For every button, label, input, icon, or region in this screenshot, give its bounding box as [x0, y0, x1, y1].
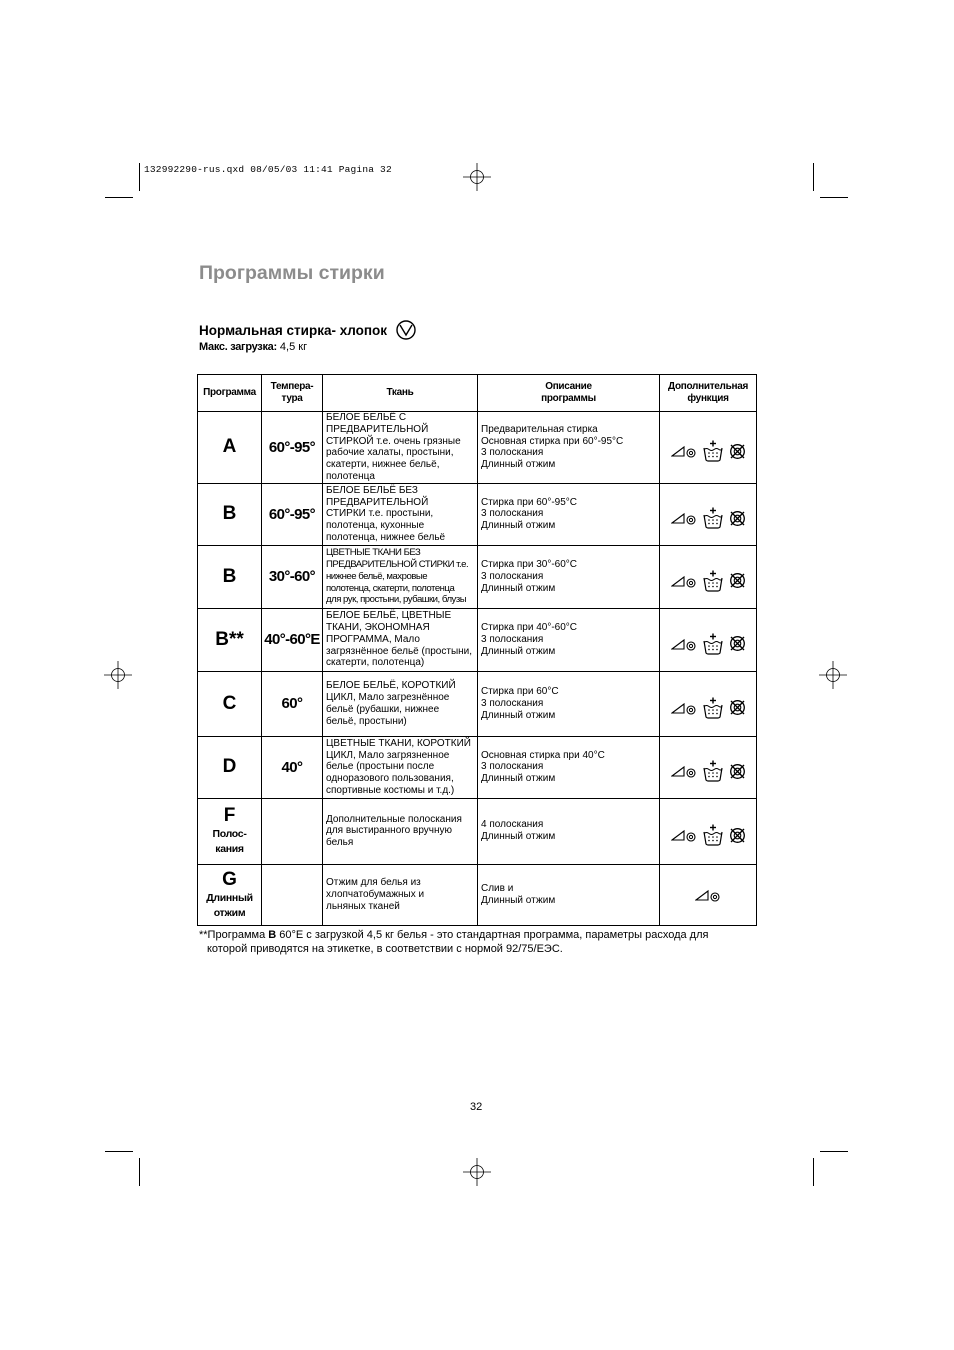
page-title: Программы стирки [199, 262, 385, 284]
cell-temperature: 40°-60°E [262, 608, 323, 671]
program-letter: B [222, 503, 237, 525]
cell-fabric [323, 736, 478, 798]
cell-program [198, 864, 262, 925]
function-icons [660, 752, 756, 782]
crop-mark [820, 1151, 848, 1152]
spin-speed-icon [671, 828, 697, 842]
description-line: 3 полоскания [481, 570, 544, 582]
fabric-line: полотенца, скатерти, полотенца [326, 582, 455, 594]
fabric-line: ЦВЕТНЫЕ ТКАНИ, КОРОТКИЙ [326, 737, 471, 749]
fabric-line: ЦИКЛ, Мало загрязненное [326, 749, 450, 761]
table-header-row [198, 375, 757, 412]
program-letter: C [222, 692, 237, 714]
description-line: 3 полоскания [481, 697, 544, 709]
cell-fabric [323, 545, 478, 608]
description-line: Длинный отжим [481, 894, 556, 906]
cell-fabric [323, 864, 478, 925]
description-line: Длинный отжим [481, 773, 556, 785]
table-row [198, 608, 757, 671]
cell-description [478, 798, 660, 864]
cell-program [198, 483, 262, 545]
cell-temperature: 60° [262, 671, 323, 736]
fabric-line: СТИРКИ т.е. простыни, [326, 508, 434, 520]
cell-temperature: 60°-95° [262, 412, 323, 484]
program-table [197, 374, 757, 926]
fabric-line: ПРЕДВАРИТЕЛЬНОЙ СТИРКИ т.е. [326, 559, 469, 571]
function-icons [660, 562, 756, 592]
cell-description [478, 736, 660, 798]
cell-program [198, 545, 262, 608]
cell-temperature [262, 864, 323, 925]
fabric-line: хлопчатобумажных и [326, 888, 425, 900]
fabric-line: полотенца [326, 470, 375, 482]
program-letter: A [222, 436, 237, 458]
cell-description [478, 864, 660, 925]
cell-temperature: 30°-60° [262, 545, 323, 608]
fabric-line: для выстиранного вручную [326, 825, 453, 837]
fabric-line: нижнее бельё, махровые [326, 570, 428, 582]
extra-rinse-icon [703, 633, 723, 655]
cell-description [478, 483, 660, 545]
cell-description [478, 545, 660, 608]
fabric-line: бельё (рубашки, нижнее [326, 703, 440, 715]
description-line: 3 полоскания [481, 447, 544, 459]
cell-function [660, 798, 757, 864]
registration-mark-icon [819, 661, 847, 689]
table-row [198, 483, 757, 545]
cell-program [198, 412, 262, 484]
function-icons [660, 888, 756, 902]
program-letter: D [222, 756, 237, 778]
program-letter: B** [215, 628, 244, 650]
description-line: Длинный отжим [481, 709, 556, 721]
cell-fabric [323, 798, 478, 864]
table-row [198, 798, 757, 864]
function-icons [660, 432, 756, 462]
fabric-line: скатерти, полотенца) [326, 657, 425, 669]
header-program: Программа [198, 375, 262, 412]
cell-description [478, 412, 660, 484]
cell-fabric [323, 483, 478, 545]
cell-description [478, 671, 660, 736]
fabric-line: БЕЛОЕ БЕЛЬЁ, КОРОТКИЙ [326, 680, 456, 692]
cell-fabric [323, 608, 478, 671]
function-icons [660, 499, 756, 529]
footnote: **Программа B 60°E с загрузкой 4,5 кг белья - это стандартная программа, параметры расхода для которой приводятся на этикетке, в соответствии с нормой 92/75/ЕЭС. [199, 929, 709, 955]
program-letter: F [223, 805, 236, 827]
description-line: Стирка при 30°-60°C [481, 559, 578, 571]
description-line: Длинный отжим [481, 520, 556, 532]
fabric-line: бельё, простыни) [326, 715, 407, 727]
program-subtitle: Длинный [206, 891, 253, 904]
cell-function [660, 671, 757, 736]
program-subtitle: Полос- [212, 828, 247, 841]
header-fabric: Ткань [323, 375, 478, 412]
header-description: Описание программы [478, 375, 660, 412]
table-row [198, 412, 757, 484]
table-row [198, 545, 757, 608]
cell-function [660, 608, 757, 671]
description-line: Слив и [481, 882, 514, 894]
no-spin-icon [729, 572, 746, 589]
crop-mark [820, 197, 848, 198]
fabric-line: ПРОГРАММА, Мало [326, 633, 420, 645]
header-function: Дополнительная функция [660, 375, 757, 412]
spin-speed-icon [671, 764, 697, 778]
program-letter: B [222, 565, 237, 587]
description-line: Стирка при 60°C [481, 686, 559, 698]
description-line: 3 полоскания [481, 761, 544, 773]
description-line: 3 полоскания [481, 633, 544, 645]
cell-temperature [262, 798, 323, 864]
print-slug: 132992290-rus.qxd 08/05/03 11:41 Pagina 32 [144, 164, 392, 175]
description-line: Длинный отжим [481, 831, 556, 843]
registration-mark-icon [104, 661, 132, 689]
no-spin-icon [729, 443, 746, 460]
spin-speed-icon [671, 701, 697, 715]
registration-mark-icon [463, 1158, 491, 1186]
fabric-line: для рук, простыни, рубашки, блузы [326, 594, 467, 606]
cell-function [660, 412, 757, 484]
table-row [198, 671, 757, 736]
spin-speed-icon [671, 511, 697, 525]
fabric-line: полотенца, нижнее бельё [326, 531, 446, 543]
cell-program [198, 671, 262, 736]
section-title [199, 320, 417, 340]
program-letter: G [222, 868, 237, 890]
cell-function [660, 864, 757, 925]
extra-rinse-icon [703, 760, 723, 782]
fabric-line: ПРЕДВАРИТЕЛЬНОЙ [326, 496, 429, 508]
spin-speed-icon [671, 637, 697, 651]
description-line: 3 полоскания [481, 508, 544, 520]
header-temperature: Темпера- тура [262, 375, 323, 412]
section-title-text: Нормальная стирка- хлопок [199, 322, 388, 338]
extra-rinse-icon [703, 824, 723, 846]
description-line: Длинный отжим [481, 645, 556, 657]
cell-fabric [323, 671, 478, 736]
fabric-line: полотенца, кухонные [326, 520, 425, 532]
extra-rinse-icon [703, 570, 723, 592]
cell-program [198, 608, 262, 671]
fabric-line: белье (простыни после [326, 761, 435, 773]
fabric-line: Отжим для белья из [326, 877, 421, 889]
no-spin-icon [729, 510, 746, 527]
no-spin-icon [729, 763, 746, 780]
crop-mark [139, 1158, 140, 1186]
table-row [198, 736, 757, 798]
fabric-line: СТИРКОЙ т.е. очень грязные [326, 435, 461, 447]
no-spin-icon [729, 827, 746, 844]
program-subtitle: кания [215, 843, 244, 856]
fabric-line: белья [326, 837, 354, 849]
cell-function [660, 545, 757, 608]
max-load-label: Макс. загрузка: [199, 341, 277, 353]
spin-speed-icon [671, 574, 697, 588]
fabric-line: спортивные костюмы и т.д.) [326, 784, 455, 796]
max-load [199, 341, 307, 353]
cell-function [660, 736, 757, 798]
crop-mark [105, 197, 133, 198]
page-number: 32 [470, 1101, 483, 1113]
fabric-line: БЕЛОЕ БЕЛЬЁ, ЦВЕТНЫЕ [326, 610, 452, 622]
fabric-line: рабочие халаты, простыни, [326, 447, 454, 459]
program-subtitle: отжим [213, 906, 246, 919]
fabric-line: льняных тканей [326, 900, 400, 912]
spin-speed-icon [671, 444, 697, 458]
table-row [198, 864, 757, 925]
max-load-value: 4,5 кг [279, 341, 308, 353]
fabric-line: ЦВЕТНЫЕ ТКАНИ БЕЗ [326, 547, 421, 559]
no-spin-icon [729, 635, 746, 652]
extra-rinse-icon [703, 440, 723, 462]
no-spin-icon [729, 699, 746, 716]
description-line: Основная стирка при 40°C [481, 749, 605, 761]
crop-mark [139, 163, 140, 191]
extra-rinse-icon [703, 697, 723, 719]
fabric-line: БЕЛОЕ БЕЛЬЁ БЕЗ [326, 484, 418, 496]
description-line: Длинный отжим [481, 459, 556, 471]
cell-temperature: 60°-95° [262, 483, 323, 545]
function-icons [660, 816, 756, 846]
description-line: Основная стирка при 60°-95°C [481, 435, 624, 447]
function-icons [660, 625, 756, 655]
fabric-line: ПРЕДВАРИТЕЛЬНОЙ [326, 423, 429, 435]
spin-speed-icon [695, 888, 721, 902]
crop-mark [105, 1151, 133, 1152]
cell-function [660, 483, 757, 545]
cell-temperature: 40° [262, 736, 323, 798]
description-line: Длинный отжим [481, 582, 556, 594]
description-line: Предварительная стирка [481, 423, 598, 435]
fabric-line: Дополнительные полоскания [326, 813, 462, 825]
cotton-wash-symbol-icon [395, 320, 417, 340]
fabric-line: ЦИКЛ, Мало загрезнённое [326, 691, 450, 703]
crop-mark [813, 163, 814, 191]
cell-fabric [323, 412, 478, 484]
fabric-line: скатерти, нижнее бельё, [326, 459, 440, 471]
extra-rinse-icon [703, 507, 723, 529]
description-line: 4 полоскания [481, 819, 544, 831]
crop-mark [813, 1158, 814, 1186]
function-icons [660, 689, 756, 719]
fabric-line: БЕЛОЕ БЕЛЬЁ С [326, 412, 407, 423]
cell-description [478, 608, 660, 671]
description-line: Стирка при 60°-95°C [481, 496, 578, 508]
cell-program [198, 798, 262, 864]
fabric-line: одноразового пользования, [326, 773, 454, 785]
cell-program [198, 736, 262, 798]
registration-mark-icon [463, 163, 491, 191]
fabric-line: загрязнённое бельё (простыни, [326, 645, 473, 657]
description-line: Стирка при 40°-60°C [481, 622, 578, 634]
fabric-line: ТКАНИ, ЭКОНОМНАЯ [326, 622, 430, 634]
